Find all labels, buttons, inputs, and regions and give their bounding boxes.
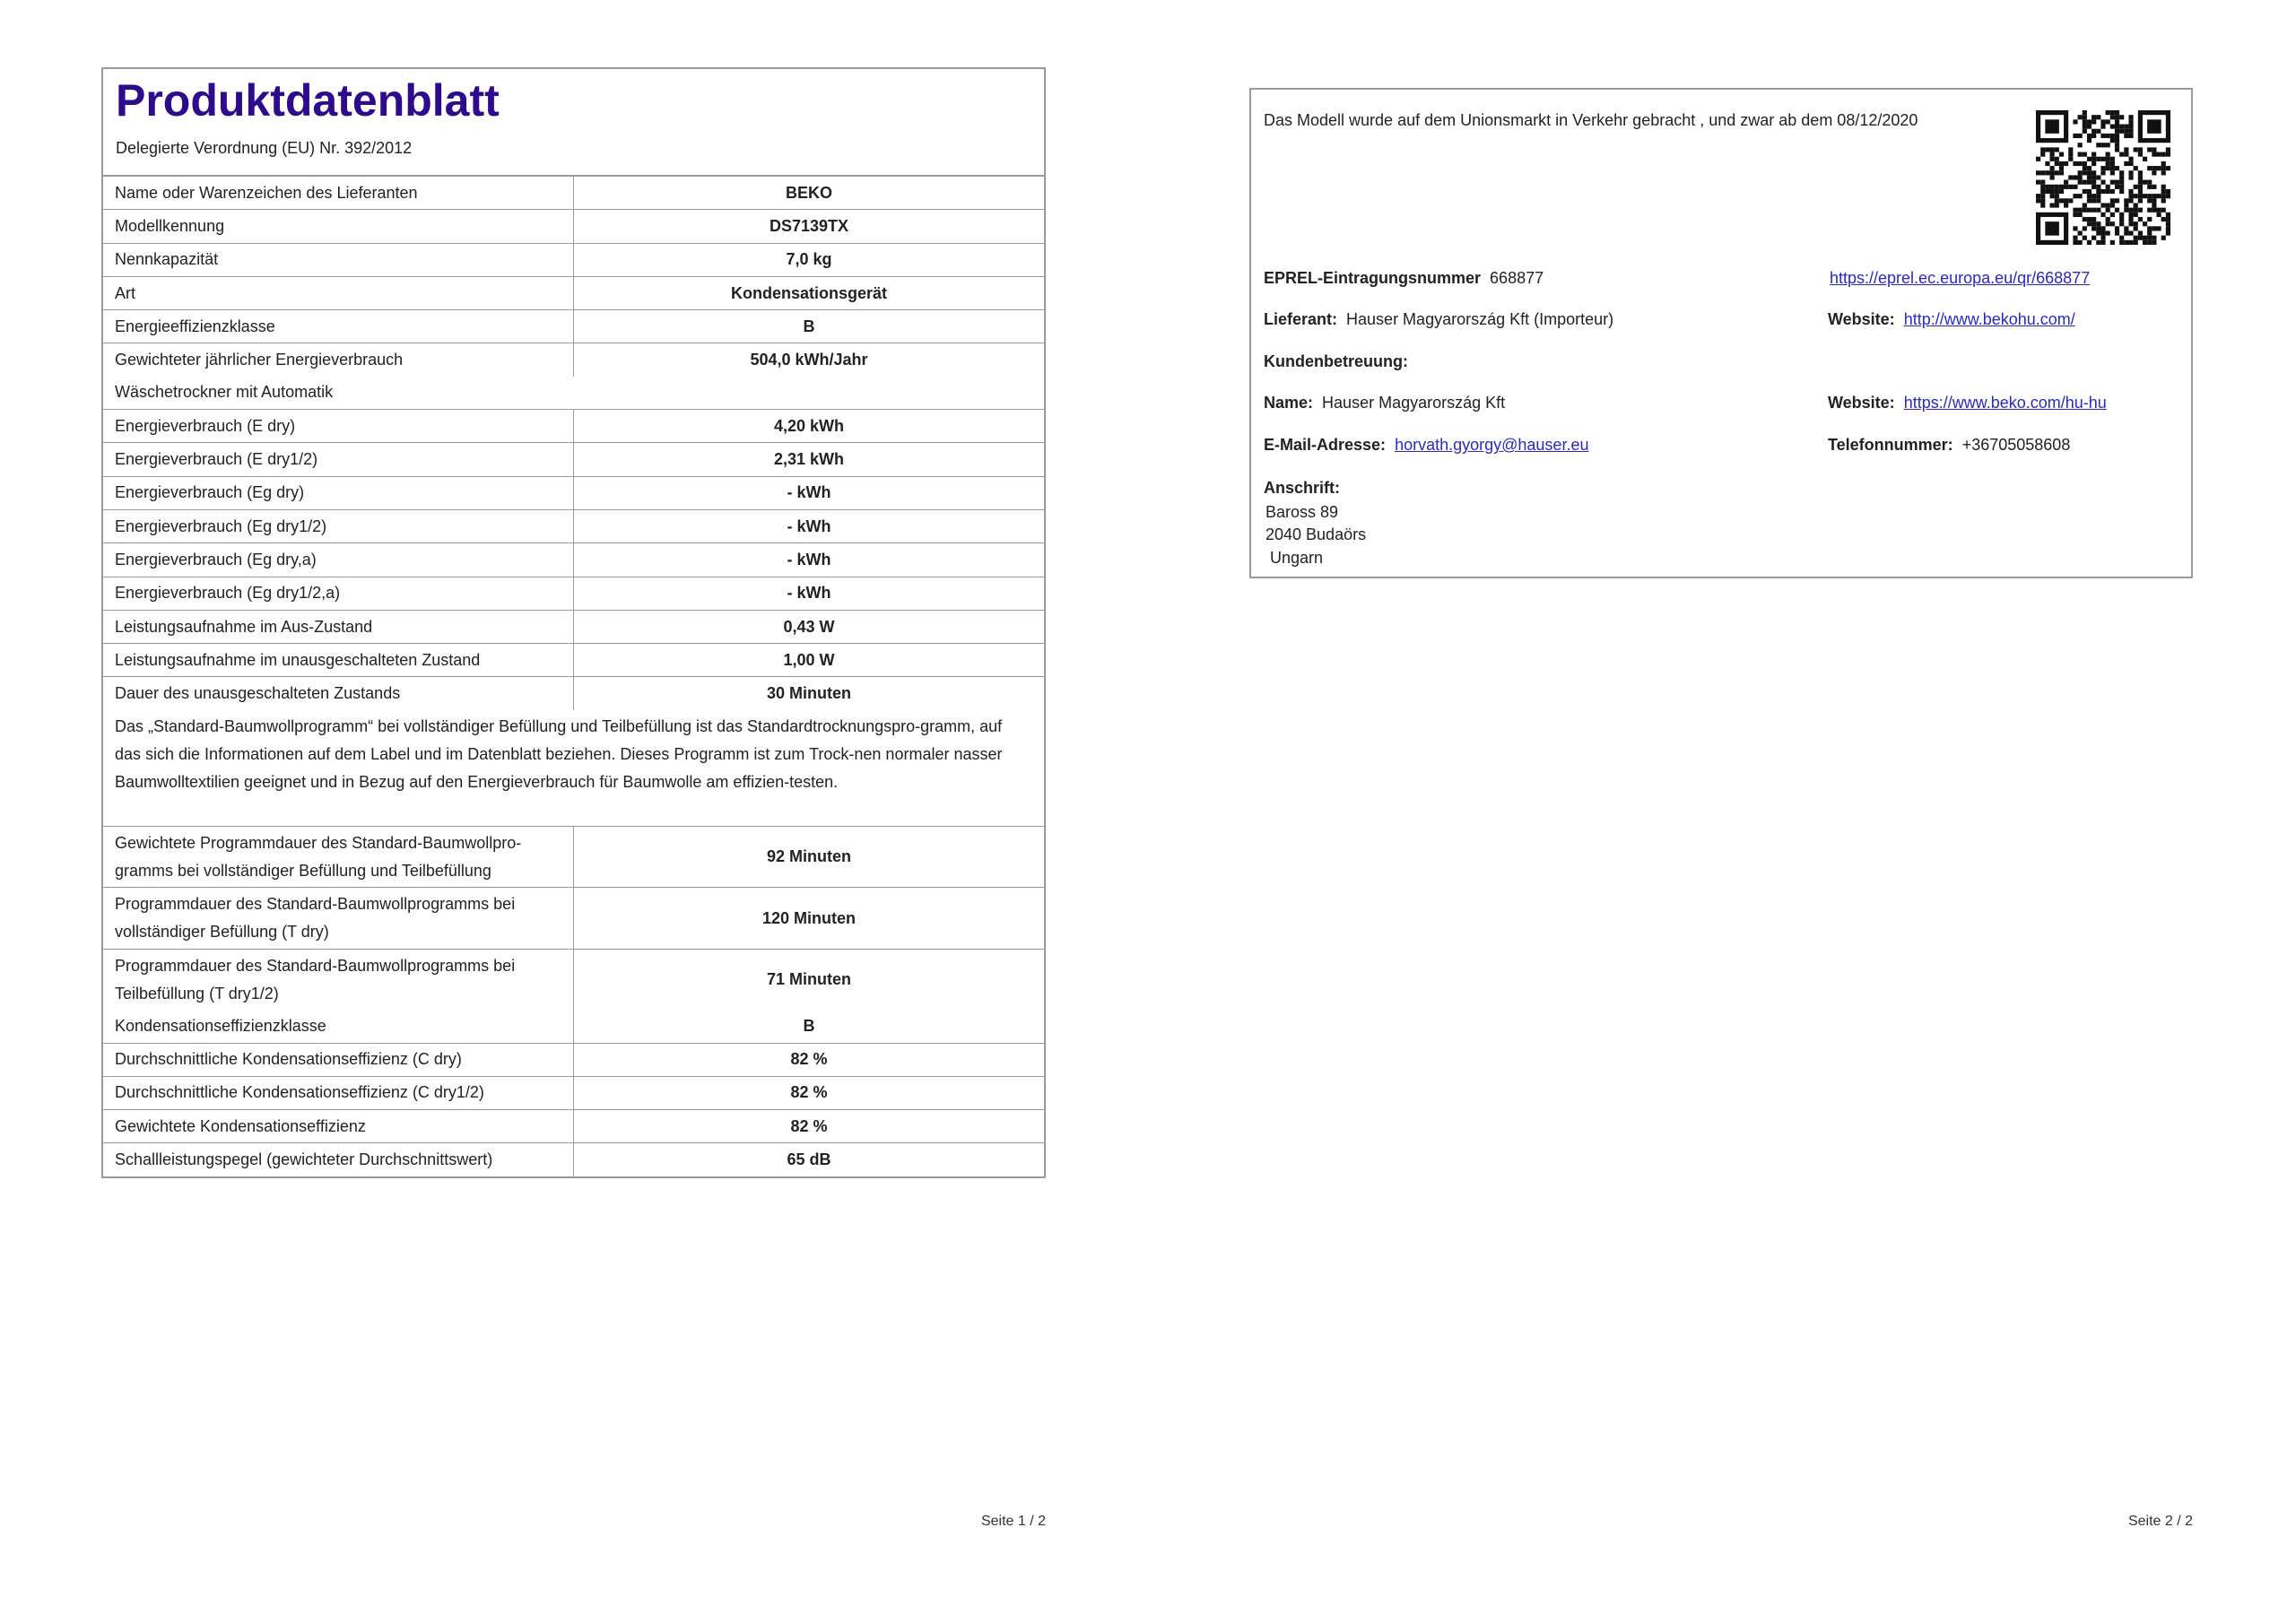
row-label: Leistungsaufnahme im unausgeschalteten Zustand bbox=[103, 644, 574, 676]
address-line: Ungarn bbox=[1265, 549, 1324, 567]
table-row bbox=[103, 277, 1044, 310]
sheet-header bbox=[103, 69, 1044, 177]
table-row bbox=[103, 827, 1044, 889]
eprel-link[interactable]: https://eprel.ec.europa.eu/qr/668877 bbox=[1830, 269, 2091, 287]
row-value: 504,0 kWh/Jahr bbox=[750, 351, 868, 369]
table-row bbox=[103, 644, 1044, 677]
eprel-label: EPREL-Eintragungsnummer bbox=[1264, 269, 1482, 287]
row-label: Gewichtete Kondensationseffizienz bbox=[103, 1110, 574, 1142]
row-label: Gewichteter jährlicher Energieverbrauch bbox=[103, 343, 574, 376]
service-label: Kundenbetreuung: bbox=[1264, 352, 1408, 370]
table-row bbox=[103, 310, 1044, 343]
supplier-value: Hauser Magyarország Kft (Importeur) bbox=[1346, 310, 1614, 328]
table-row bbox=[103, 1077, 1044, 1110]
row-value: 120 Minuten bbox=[761, 908, 857, 927]
table-row bbox=[103, 244, 1044, 277]
supplier-label: Lieferant: bbox=[1264, 310, 1338, 328]
row-value: Kondensationsgerät bbox=[730, 283, 888, 302]
table-row bbox=[103, 611, 1044, 644]
table-row bbox=[103, 477, 1044, 510]
row-label: Schallleistungspegel (gewichteter Durchschnittswert) bbox=[103, 1143, 574, 1176]
row-value: 0,43 W bbox=[783, 617, 835, 636]
table-row bbox=[103, 410, 1044, 443]
table-row bbox=[103, 888, 1044, 950]
table-row bbox=[103, 1110, 1044, 1143]
row-label: Energieeffizienzklasse bbox=[103, 310, 574, 343]
row-label: Durchschnittliche Kondensationseffizienz (C dry1/2) bbox=[103, 1077, 574, 1109]
row-value: - kWh bbox=[787, 584, 831, 603]
row-value: 82 % bbox=[790, 1083, 828, 1102]
page-title: Produktdatenblatt bbox=[116, 75, 500, 126]
row-value: 1,00 W bbox=[783, 650, 835, 669]
row-value: 71 Minuten bbox=[766, 970, 851, 988]
page-number-1: Seite 1 / 2 bbox=[980, 1514, 1046, 1529]
row-value: 7,0 kg bbox=[786, 250, 832, 269]
row-value: 30 Minuten bbox=[766, 684, 851, 703]
table-row bbox=[103, 1010, 1044, 1043]
address-line: Baross 89 bbox=[1265, 503, 1339, 521]
eprel-number: 668877 bbox=[1490, 269, 1544, 287]
supplier-info-box bbox=[1249, 88, 2193, 578]
row-label: Gewichtete Programmdauer des Standard-Baumwollpro-gramms bei vollständiger Befüllung und Teilbefüllung bbox=[103, 827, 574, 888]
row-label: Kondensationseffizienzklasse bbox=[103, 1010, 574, 1042]
row-label: Nennkapazität bbox=[103, 244, 574, 276]
row-label: Programmdauer des Standard-Baumwollprogramms bei Teilbefüllung (T dry1/2) bbox=[103, 950, 574, 1011]
section-label: Wäschetrockner mit Automatik bbox=[115, 383, 334, 402]
row-value: 4,20 kWh bbox=[773, 416, 845, 435]
row-value: B bbox=[803, 317, 815, 335]
regulation-subtitle: Delegierte Verordnung (EU) Nr. 392/2012 bbox=[116, 139, 413, 157]
row-label: Modellkennung bbox=[103, 210, 574, 242]
table-row bbox=[103, 343, 1044, 376]
row-value: 2,31 kWh bbox=[773, 450, 845, 469]
website-label: Website: bbox=[1828, 310, 1895, 328]
row-value: - kWh bbox=[787, 550, 831, 568]
address-label: Anschrift: bbox=[1264, 479, 1340, 497]
row-label: Art bbox=[103, 277, 574, 309]
email-link[interactable]: horvath.gyorgy@hauser.eu bbox=[1395, 436, 1589, 454]
phone-label: Telefonnummer: bbox=[1828, 436, 1953, 454]
row-label: Name oder Warenzeichen des Lieferanten bbox=[103, 177, 574, 209]
page-number-2: Seite 2 / 2 bbox=[2127, 1514, 2193, 1529]
row-value: 92 Minuten bbox=[766, 847, 851, 865]
table-row bbox=[103, 950, 1044, 1011]
service-website-link[interactable]: https://www.beko.com/hu-hu bbox=[1903, 394, 2107, 412]
supplier-website-link[interactable]: http://www.bekohu.com/ bbox=[1903, 310, 2075, 328]
row-label: Energieverbrauch (E dry) bbox=[103, 410, 574, 442]
row-value: - kWh bbox=[787, 516, 831, 535]
name-label: Name: bbox=[1264, 394, 1314, 412]
address-line: 2040 Budaörs bbox=[1265, 525, 1367, 543]
table-row bbox=[103, 1044, 1044, 1077]
row-label: Energieverbrauch (E dry1/2) bbox=[103, 443, 574, 475]
row-label: Energieverbrauch (Eg dry) bbox=[103, 477, 574, 509]
row-value: DS7139TX bbox=[769, 216, 849, 235]
table-row bbox=[103, 510, 1044, 543]
name-value: Hauser Magyarország Kft bbox=[1322, 394, 1506, 412]
row-label: Energieverbrauch (Eg dry1/2) bbox=[103, 510, 574, 542]
table-row bbox=[103, 177, 1044, 210]
row-value: 65 dB bbox=[787, 1150, 831, 1169]
standard-program-paragraph: Das „Standard-Baumwollprogramm“ bei vollständiger Befüllung und Teilbefüllung ist das Standardtrocknungspro-gramm, auf das sich die Informationen auf dem Label und im Datenblatt beziehen. Dieses Programm ist zum Trock-nen normaler nasser Baumwolltextilien geeignet und in Bezug auf den Energieverbrauch für Baumwolle am effizien-testen. bbox=[115, 716, 1003, 791]
table-row bbox=[103, 210, 1044, 243]
market-date-text: Das Modell wurde auf dem Unionsmarkt in Verkehr gebracht , und zwar ab dem 08/12/2020 bbox=[1264, 111, 1918, 129]
row-value: B bbox=[803, 1016, 815, 1035]
row-value: 82 % bbox=[790, 1050, 828, 1069]
row-label: Leistungsaufnahme im Aus-Zustand bbox=[103, 611, 574, 643]
qr-code-icon bbox=[2036, 110, 2170, 245]
email-label: E-Mail-Adresse: bbox=[1264, 436, 1387, 454]
website-label: Website: bbox=[1828, 394, 1895, 412]
row-label: Energieverbrauch (Eg dry,a) bbox=[103, 543, 574, 576]
table-row bbox=[103, 577, 1044, 611]
row-value: BEKO bbox=[785, 183, 832, 202]
row-label: Dauer des unausgeschalteten Zustands bbox=[103, 677, 574, 709]
phone-value: +36705058608 bbox=[1961, 436, 2071, 454]
table-row bbox=[103, 677, 1044, 709]
table-row bbox=[103, 443, 1044, 476]
table-row bbox=[103, 543, 1044, 577]
product-data-sheet bbox=[101, 67, 1046, 1178]
row-label: Programmdauer des Standard-Baumwollprogramms bei vollständiger Befüllung (T dry) bbox=[103, 888, 574, 949]
row-label: Durchschnittliche Kondensationseffizienz (C dry) bbox=[103, 1044, 574, 1076]
row-label: Energieverbrauch (Eg dry1/2,a) bbox=[103, 577, 574, 610]
row-value: - kWh bbox=[787, 483, 831, 502]
table-row bbox=[103, 1143, 1044, 1176]
row-value: 82 % bbox=[790, 1116, 828, 1135]
